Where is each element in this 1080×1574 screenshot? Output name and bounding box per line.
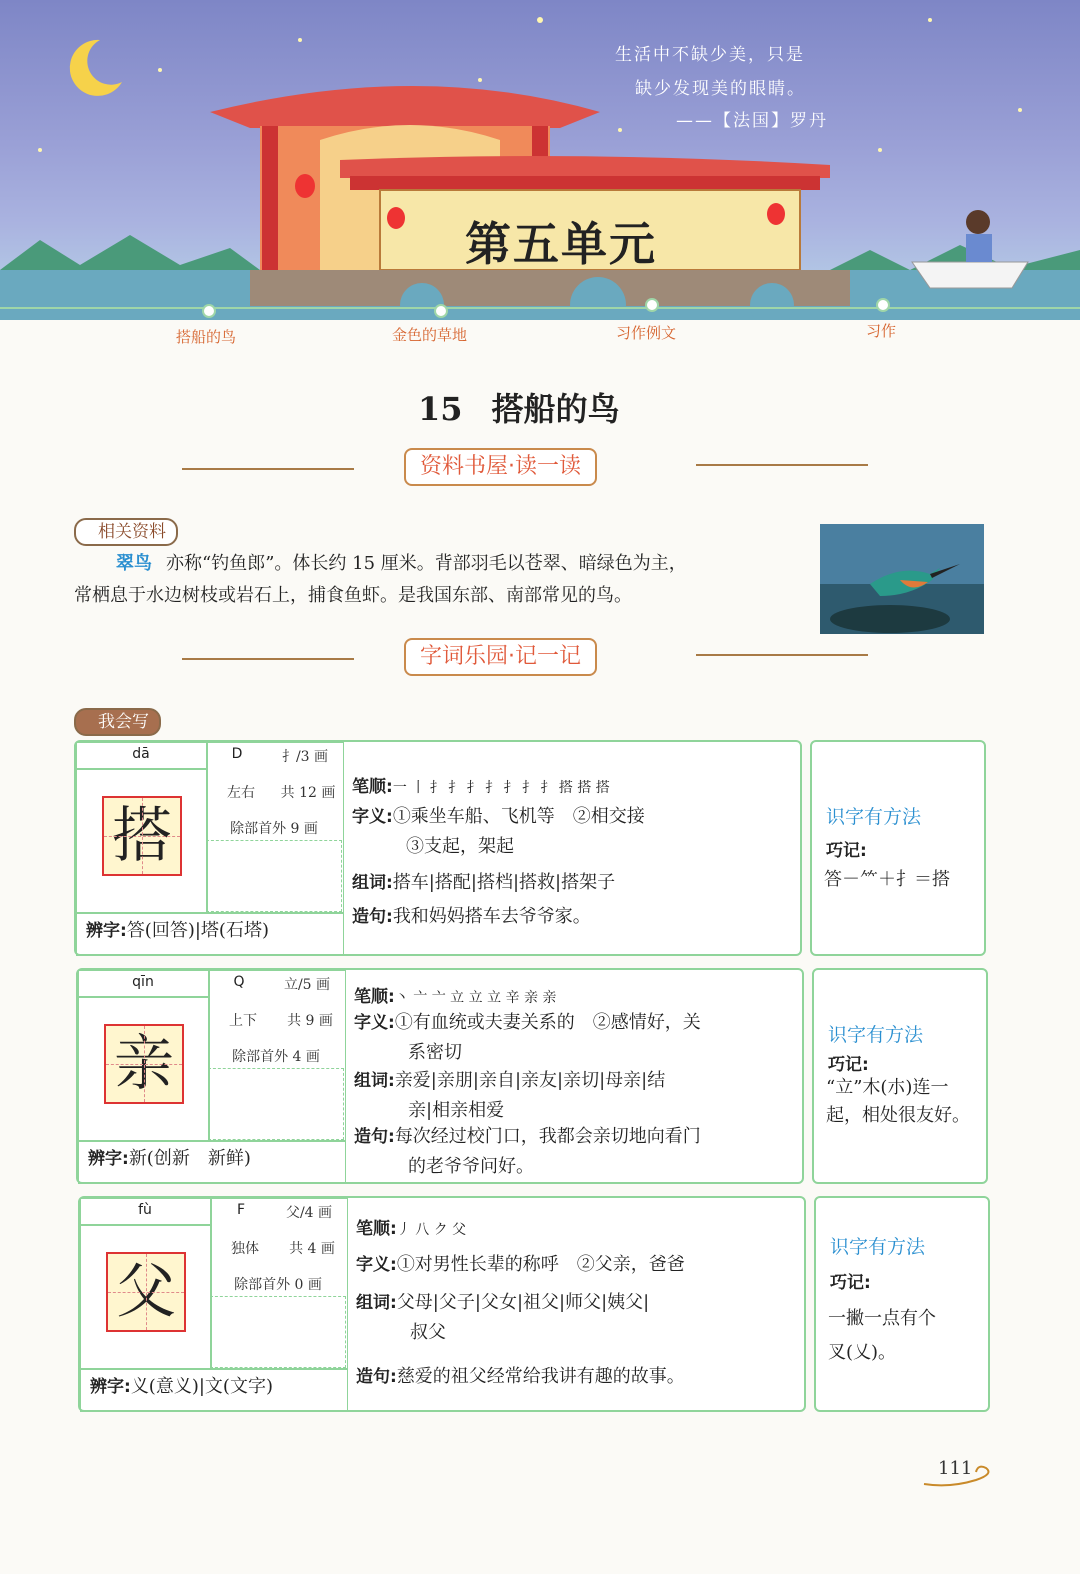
structure: 上下 [229, 1013, 257, 1029]
big-char: 亲 [104, 1024, 184, 1104]
structure: 左右 [227, 785, 255, 801]
strokes-excluding-radical: 除部首外 9 画 [230, 821, 318, 837]
pinyin: dā [132, 746, 150, 762]
char-card-da [74, 740, 802, 956]
index-letter: Q [233, 974, 245, 990]
nav-dot [876, 298, 890, 312]
i-can-write-tag: 我会写 [74, 708, 161, 736]
radical: 父/4 画 [285, 1205, 333, 1221]
nav-item-1[interactable]: 搭船的鸟 [176, 328, 237, 346]
tip-card-fu: 识字有方法 巧记: 一撇一点有个 叉(乂)。 [814, 1196, 990, 1412]
nav-item-2[interactable]: 金色的草地 [392, 326, 468, 344]
nav-item-3[interactable]: 习作例文 [616, 324, 677, 342]
distinguish-row: 辨字:义(意义)|文(文字) [90, 1376, 273, 1397]
meaning-row: 字义:①有血统或夫妻关系的 ②感情好，关 系密切 [354, 1012, 701, 1063]
page-ornament-icon [920, 1460, 1000, 1490]
lesson-number: 15 [418, 390, 463, 428]
strokes-excluding-radical: 除部首外 4 画 [232, 1049, 320, 1065]
sentence-row: 造句:我和妈妈搭车去爷爷家。 [352, 906, 591, 927]
distinguish-row: 辨字:新(创新 新鲜) [88, 1148, 251, 1169]
stroke-order: 一 丨 扌 扌 扌 扌 扌 扌 扌 搭 搭 搭 [392, 780, 610, 796]
nav-item-4[interactable]: 习作 [866, 322, 897, 340]
tip-card-da: 识字有方法 巧记: 答－⺮＋扌＝搭 [810, 740, 986, 956]
pinyin: fù [138, 1202, 152, 1218]
tip-text: 答－⺮＋扌＝搭 [824, 869, 950, 890]
related-info-tag: 相关资料 [74, 518, 178, 546]
char-card-qin [76, 968, 804, 1184]
index-letter: D [231, 746, 243, 762]
structure: 独体 [231, 1241, 259, 1257]
unit-header [0, 0, 1080, 320]
tip-card-qin: 识字有方法 巧记: “立”木(朩)连一 起，相处很友好。 [812, 968, 988, 1184]
stroke-count: 共 12 画 [280, 785, 336, 801]
info-line-2: 常栖息于水边树枝或岩石上，捕食鱼虾。是我国东部、南部常见的鸟。 [74, 585, 632, 606]
distinguish-row: 辨字:答(回答)|塔(石塔) [86, 920, 269, 941]
stroke-order: 丶 亠 亠 立 立 立 辛 亲 亲 [394, 990, 557, 1006]
nav-dot [645, 298, 659, 312]
term-kingfisher: 翠鸟 [116, 553, 152, 574]
stroke-count: 共 4 画 [289, 1241, 335, 1257]
stroke-order-row: 笔顺:丶 亠 亠 立 立 立 辛 亲 亲 [354, 987, 557, 1007]
nav-dot [434, 304, 448, 318]
stroke-order-row: 笔顺:丿 八 ク 父 [356, 1219, 467, 1239]
divider [182, 658, 354, 660]
stroke-order: 丿 八 ク 父 [396, 1222, 467, 1238]
lesson-name: 搭船的鸟 [491, 390, 620, 428]
radical: 立/5 画 [283, 977, 331, 993]
info-line-1: 亦称“钓鱼郎”。体长约 15 厘米。背部羽毛以苍翠、暗绿色为主， [166, 553, 687, 574]
sentence-row: 造句:每次经过校门口，我都会亲切地向看门 的老爷爷问好。 [354, 1126, 701, 1177]
kingfisher-info [74, 548, 814, 612]
index-letter: F [236, 1202, 246, 1218]
section-banner-words: 字词乐园·记一记 [404, 638, 597, 676]
divider [696, 654, 868, 656]
pinyin: qīn [132, 974, 154, 990]
section-banner-reading: 资料书屋·读一读 [404, 448, 597, 486]
words-row: 组词:搭车|搭配|搭档|搭救|搭架子 [352, 872, 616, 893]
stroke-count: 共 9 画 [287, 1013, 333, 1029]
meaning-row: 字义:①对男性长辈的称呼 ②父亲，爸爸 [356, 1254, 685, 1275]
strokes-excluding-radical: 除部首外 0 画 [234, 1277, 322, 1293]
nav-dot [202, 304, 216, 318]
distinguish-text: 义(意义)|文(文字) [130, 1376, 273, 1397]
words-row: 组词:父母|父子|父女|祖父|师父|姨父| 叔父 [356, 1292, 650, 1343]
quote-line-2: 缺少发现美的眼睛。 [635, 79, 806, 99]
sentence-row: 造句:慈爱的祖父经常给我讲有趣的故事。 [356, 1366, 685, 1387]
tip-text: 一撇一点有个 叉(乂)。 [828, 1308, 936, 1363]
stroke-order-row: 笔顺:一 丨 扌 扌 扌 扌 扌 扌 扌 搭 搭 搭 [352, 777, 610, 797]
quote-author: ——【法国】罗丹 [676, 111, 828, 131]
divider [696, 464, 868, 466]
distinguish-text: 新(创新 新鲜) [128, 1148, 251, 1169]
meaning-row: 字义:①乘坐车船、飞机等 ②相交接 ③支起，架起 [352, 806, 645, 857]
moon-icon [70, 40, 122, 96]
radical: 扌/3 画 [281, 749, 329, 765]
big-char: 搭 [102, 796, 182, 876]
char-card-fu [78, 1196, 806, 1412]
divider [182, 468, 354, 470]
tip-text: “立”木(朩)连一 起，相处很友好。 [826, 1077, 970, 1126]
kingfisher-photo [820, 524, 984, 634]
lesson-title [418, 384, 620, 430]
big-char: 父 [106, 1252, 186, 1332]
distinguish-text: 答(回答)|塔(石塔) [126, 920, 269, 941]
words-row: 组词:亲爱|亲朋|亲自|亲友|亲切|母亲|结 亲|相亲相爱 [354, 1070, 666, 1121]
page-number: 111 [938, 1458, 973, 1479]
quote-line-1: 生活中不缺少美，只是 [615, 45, 805, 65]
unit-title: 第五单元 [465, 217, 657, 271]
